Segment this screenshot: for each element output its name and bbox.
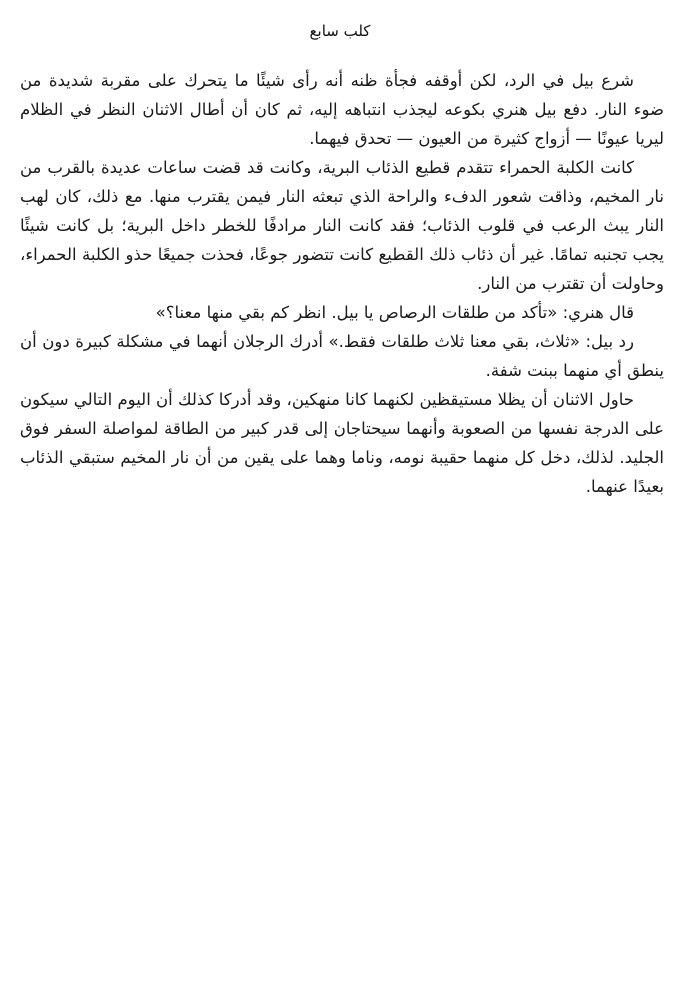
paragraph: حاول الاثنان أن يظلا مستيقظين لكنهما كانا منهكين، وقد أدركا كذلك أن اليوم التالي سيكون على الدرجة نفسها من الصعوبة وأنهما سيحتاجان إلى قدر كبير من الطاقة لمواصلة السفر فوق الجليد. لذلك، دخل كل منهما حقيبة نومه، وناما وهما على يقين من أن نار المخيم ستبقي الذئاب بعيدًا عنهما. xyxy=(20,390,664,496)
paragraph: رد بيل: «ثلاث، بقي معنا ثلاث طلقات فقط.» أدرك الرجلان أنهما في مشكلة كبيرة دون أن ينطق أي منهما ببنت شفة. xyxy=(20,332,664,380)
paragraph: قال هنري: «تأكد من طلقات الرصاص يا بيل. انظر كم بقي منها معنا؟» xyxy=(155,303,634,322)
chapter-body xyxy=(20,66,664,501)
chapter-title: كلب سابع xyxy=(309,22,371,40)
paragraph: كانت الكلبة الحمراء تتقدم قطيع الذئاب البرية، وكانت قد قضت ساعات عديدة بالقرب من نار المخيم، وذاقت شعور الدفء والراحة الذي تبعثه النار فيمن يقترب منها. مع ذلك، كان لهب النار يبث الرعب في قلوب الذئاب؛ فقد كانت النار مرادفًا للخطر داخل البرية؛ بل كانت شيئًا يجب تجنبه تمامًا. غير أن ذئاب ذلك القطيع كانت تتضور جوعًا، فحذت جميعًا حذو الكلبة الحمراء، وحاولت أن تقترب من النار. xyxy=(20,158,664,293)
paragraph: شرع بيل في الرد، لكن أوقفه فجأة ظنه أنه رأى شيئًا ما يتحرك على مقربة شديدة من ضوء النار. دفع بيل هنري بكوعه ليجذب انتباهه إليه، ثم كان أن أطال الاثنان النظر في الظلام ليريا عيونًا — أزواج كثيرة من العيون — تحدق فيهما. xyxy=(20,71,664,148)
